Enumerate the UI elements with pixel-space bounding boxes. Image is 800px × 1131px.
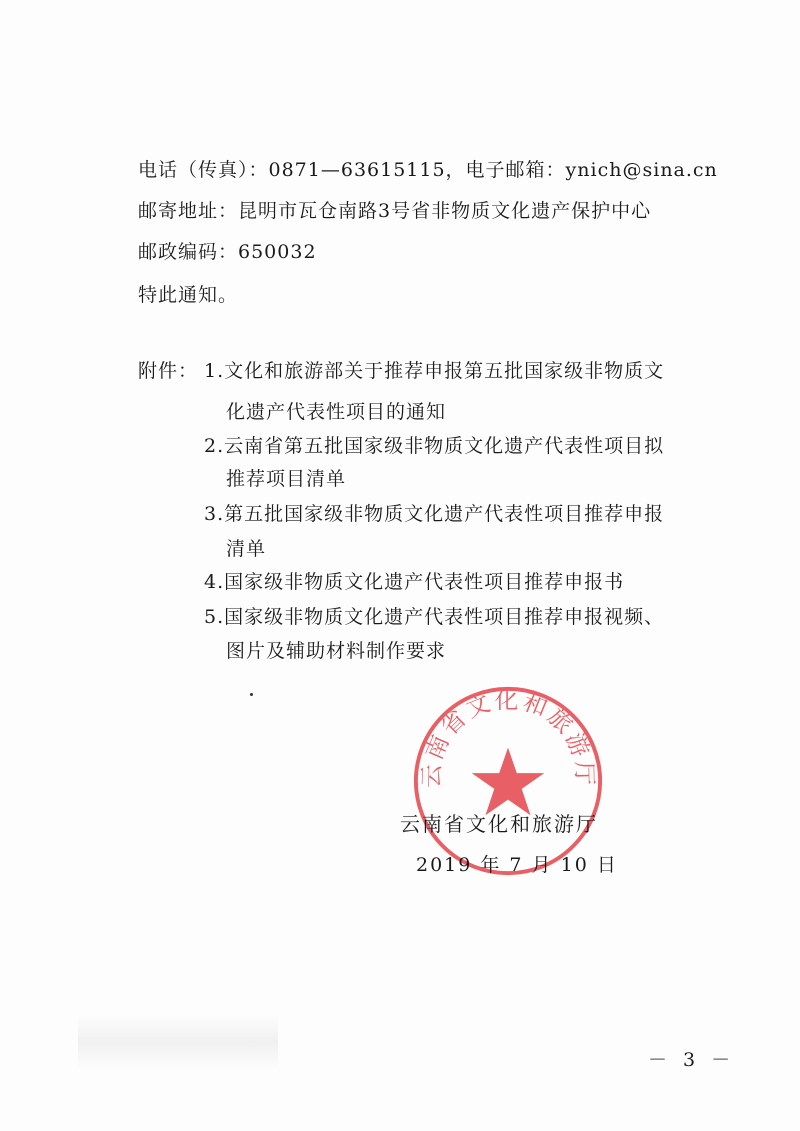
attachment-item-5: 5.国家级非物质文化遗产代表性项目推荐申报视频、 <box>204 606 665 628</box>
attachment-item-1: 1.文化和旅游部关于推荐申报第五批国家级非物质文 <box>204 360 665 382</box>
attachment-item-3-cont: 清单 <box>226 538 267 560</box>
contact-postcode-line: 邮政编码：650032 <box>138 241 317 263</box>
contact-phone-line: 电话（传真）：0871—63615115，电子邮箱：ynich@sina.cn <box>138 159 718 181</box>
attachment-item-2: 2.云南省第五批国家级非物质文化遗产代表性项目拟 <box>204 435 665 457</box>
attachment-item-3: 3.第五批国家级非物质文化遗产代表性项目推荐申报 <box>204 503 665 525</box>
scan-artifact <box>78 1015 278 1070</box>
closing-text: 特此通知。 <box>138 284 239 306</box>
scan-dot <box>250 693 253 696</box>
seal-star-icon <box>472 748 545 816</box>
contact-address-line: 邮寄地址：昆明市瓦仓南路3号省非物质文化遗产保护中心 <box>138 200 652 222</box>
official-seal <box>410 683 606 879</box>
issue-date: 2019 年 7 月 10 日 <box>416 854 618 876</box>
attachment-item-4: 4.国家级非物质文化遗产代表性项目推荐申报书 <box>204 571 625 593</box>
attachments-label: 附件： <box>138 360 199 382</box>
attachment-item-1-cont: 化遗产代表性项目的通知 <box>226 401 447 423</box>
seal-text: 云南省文化和旅游厅 <box>417 685 599 789</box>
attachment-item-5-cont: 图片及辅助材料制作要求 <box>226 640 447 662</box>
page-number: － 3 － <box>648 1049 736 1071</box>
issuer-name: 云南省文化和旅游厅 <box>400 812 598 836</box>
attachment-item-2-cont: 推荐项目清单 <box>226 468 347 490</box>
